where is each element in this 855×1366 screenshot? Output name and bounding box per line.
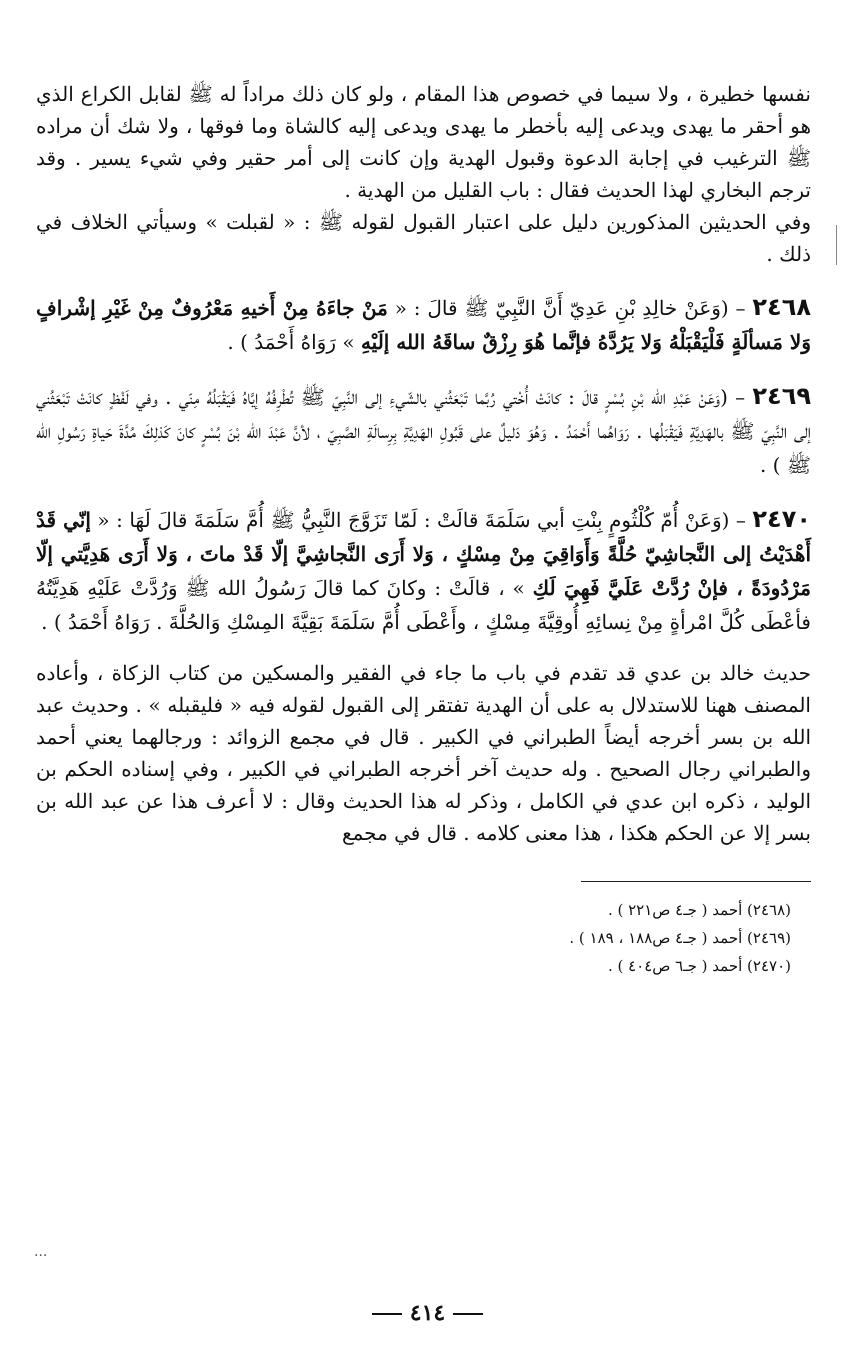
hadith-text: مَنْ جاءَهُ مِنْ أَخيهِ مَعْرُوفٌ مِنْ غَيْرِ إشْرافٍ وَلا مَسألَةٍ فَلْيَقْبَلْهُ وَلا يَرُدَّهُ فإنَّما هُوَ رِزْقٌ ساقَهُ الله إلَيْهِ — [36, 296, 811, 354]
hadith-text: إنّي قَدْ أَهْدَيْتُ إلى النَّجاشِيّ حُلَّةً وَأَوَاقِيَ مِنْ مِسْكٍ ، وَلا أَرَى النَّجاشِيَّ إلّا قَدْ ماتَ ، وَلا أَرَى هَدِيَّتي إلّا مَرْدُودَةً ، فإنْ رُدَّتْ عَلَيَّ فَهِيَ لَكِ — [36, 508, 811, 600]
margin-dots: ... — [34, 1244, 48, 1260]
footnote-2469: (٢٤٦٩) أحمد ( جـ٤ ص١٨٨ ، ١٨٩ ) . — [569, 929, 791, 947]
dash-right — [372, 1313, 402, 1315]
page-number-footer — [0, 1300, 855, 1326]
dash-left — [453, 1313, 483, 1315]
hadith-number: ٢٤٦٩ — [752, 382, 811, 410]
page-number: ٤١٤ — [409, 1300, 446, 1326]
hadith-outro: » رَوَاهُ أَحْمَدُ ) . — [227, 330, 361, 354]
hadith-number: ٢٤٦٨ — [752, 293, 811, 321]
hadith-intro: – (وَعَنْ خالِدِ بْنِ عَدِيّ أَنَّ النَّبِيّ ﷺ قالَ : « — [387, 296, 753, 320]
hadith-intro: – (وَعَنْ أُمّ كُلْثُومٍ بِنْتِ أبي سَلَمَةَ قالَتْ : لَمّا تَزَوَّجَ النَّبِيُّ ﷺ أُمَّ سَلَمَةَ قالَ لَهَا : « — [90, 508, 753, 532]
hadith-intro: – (وَعَنْ عَبْدِ الله بْنِ بُسْرٍ قالَ : كانَتْ أُخْتي رُبَّما تَبْعَثُني بالشّيءِ إلى النَّبِيّ ﷺ تُطْرِفُهُ إيَّاهُ فَيَقْبَلُهُ مِنّي . وفي لَفْظٍ كانَتْ تَبْعَثُني إلى النَّبِيّ ﷺ بالهَدِيَّةِ فَيَقْبَلُها . رَوَاهُما أَحْمَدُ . وَهُوَ دَليلٌ على قَبُولِ الهَدِيَّةِ بِرِسالَةِ الصَّبِيّ ، لأنَّ عَبْدَ الله بْنَ بُسْرٍ كانَ كَذلِكَ مُدَّةَ حَياةِ رَسُولِ الله ﷺ ) . — [36, 385, 811, 477]
intro-paragraph-1: نفسها خطيرة ، ولا سيما في خصوص هذا المقام ، ولو كان ذلك مراداً له ﷺ لقابل الكراع الذي هو أحقر ما يهدى ويدعى إليه بأخطر ما يهدى ويدعى إليه كالشاة وما فوقها ، ولا شك أن مراده ﷺ الترغيب في إجابة الدعوة وقبول الهدية وإن كانت إلى أمر حقير وفي شيء يسير . وقد ترجم البخاري لهذا الحديث فقال : باب القليل من الهدية . — [36, 82, 811, 202]
hadith-2469 — [36, 379, 811, 482]
footnote-2470: (٢٤٧٠) أحمد ( جـ٦ ص٤٠٤ ) . — [607, 957, 791, 975]
hadith-number: ٢٤٧٠ — [752, 505, 811, 533]
footnote-divider — [581, 881, 811, 882]
commentary-paragraph: حديث خالد بن عدي قد تقدم في باب ما جاء في الفقير والمسكين من كتاب الزكاة ، وأعاده المصنف ههنا للاستدلال به على أن الهدية تفتقر إلى القبول لقوله فيه « فليقبله » . وحديث عبد الله بن بسر أخرجه أيضاً الطبراني في الكبير . قال في مجمع الزوائد : ورجالهما يعني أحمد والطبراني رجال الصحيح . وله حديث آخر أخرجه الطبراني في الكبير ، وفي إسناده الحكم بن الوليد ، ذكره ابن عدي في الكامل ، وذكر له هذا الحديث وقال : لا أعرف هذا عن عبد الله بن بسر إلا عن الحكم هكذا ، هذا معنى كلامه . قال في مجمع — [36, 661, 811, 845]
footnotes — [36, 896, 811, 980]
hadith-outro: » ، قالَتْ : وكانَ كما قالَ رَسُولُ الله ﷺ وَرُدَّتْ عَلَيْهِ هَدِيَّتُهُ فأعْطَى كُلَّ امْرأةٍ مِنْ نِسائِهِ أُوقِيَّةَ مِسْكٍ ، وأَعْطَى أُمَّ سَلَمَةَ بَقِيَّةَ المِسْكِ وَالحُلَّةَ . رَوَاهُ أَحْمَدُ ) . — [36, 576, 811, 634]
intro-section — [36, 78, 811, 270]
hadith-2468 — [36, 290, 811, 359]
intro-paragraph-2: وفي الحديثين المذكورين دليل على اعتبار القبول لقوله ﷺ : « لقبلت » وسيأتي الخلاف في ذلك . — [36, 210, 811, 266]
hadith-2470 — [36, 502, 811, 639]
margin-mark — [836, 225, 837, 265]
footnote-2468: (٢٤٦٨) أحمد ( جـ٤ ص٢٢١ ) . — [607, 901, 791, 919]
